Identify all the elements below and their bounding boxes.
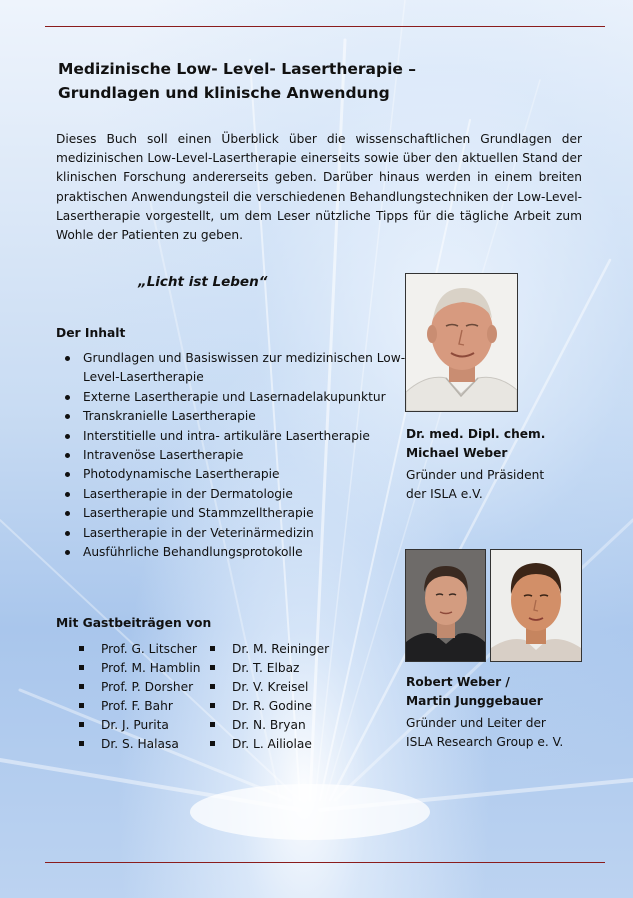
list-item: Dr. R. Godine bbox=[208, 697, 329, 716]
author2-name-line-2: Martin Junggebauer bbox=[406, 694, 543, 708]
portrait-image bbox=[406, 274, 517, 411]
guests-heading: Mit Gastbeiträgen von bbox=[56, 616, 212, 630]
author2-caption bbox=[406, 673, 563, 752]
list-item: Prof. F. Bahr bbox=[77, 697, 201, 716]
list-item: Dr. S. Halasa bbox=[77, 735, 201, 754]
list-item: Prof. P. Dorsher bbox=[77, 678, 201, 697]
list-item: Dr. M. Reininger bbox=[208, 640, 329, 659]
bottom-rule bbox=[45, 862, 605, 863]
top-rule bbox=[45, 26, 605, 27]
portrait-image bbox=[491, 550, 581, 661]
author2-role-line-2: ISLA Research Group e. V. bbox=[406, 735, 564, 749]
author-photo-michael-weber bbox=[405, 273, 518, 412]
list-item: Photodynamische Lasertherapie bbox=[83, 465, 423, 484]
portrait-image bbox=[406, 550, 485, 661]
list-item: Dr. L. Ailiolae bbox=[208, 735, 329, 754]
list-item: Lasertherapie in der Veterinärmedizin bbox=[83, 524, 423, 543]
list-item: Dr. T. Elbaz bbox=[208, 659, 329, 678]
contents-heading: Der Inhalt bbox=[56, 326, 126, 340]
list-item: Transkranielle Lasertherapie bbox=[83, 407, 423, 426]
intro-paragraph: Dieses Buch soll einen Überblick über die wissenschaftlichen Grundlagen der medizinischen Low-Level-Lasertherapie einerseits sowie über den aktuellen Stand der klinischen Forschung andererseits geben. Darüber hinaus werden in einem breiten praktischen Anwendungsteil die verschiedenen Behandlungstechniken der Low-Level-Lasertherapie vorgestellt, um dem Leser nützliche Tipps für die tägliche Arbeit zum Wohle der Patienten zu geben. bbox=[56, 132, 582, 243]
title-line-2: Grundlagen und klinische Anwendung bbox=[58, 84, 390, 102]
list-item: Externe Lasertherapie und Lasernadelakupunktur bbox=[83, 388, 423, 407]
list-item: Dr. N. Bryan bbox=[208, 716, 329, 735]
list-item: Dr. V. Kreisel bbox=[208, 678, 329, 697]
slogan: „Licht ist Leben“ bbox=[138, 274, 268, 290]
author1-role-line-2: der ISLA e.V. bbox=[406, 487, 483, 501]
author1-name-line-1: Dr. med. Dipl. chem. bbox=[406, 427, 546, 441]
book-title bbox=[58, 57, 578, 105]
author2-name-line-1: Robert Weber / bbox=[406, 675, 510, 689]
list-item: Prof. G. Litscher bbox=[77, 640, 201, 659]
author2-role-line-1: Gründer und Leiter der bbox=[406, 716, 546, 730]
author-photo-robert-weber bbox=[405, 549, 486, 662]
contents-list bbox=[56, 349, 423, 562]
list-item: Prof. M. Hamblin bbox=[77, 659, 201, 678]
list-item: Dr. J. Purita bbox=[77, 716, 201, 735]
list-item: Ausführliche Behandlungsprotokolle bbox=[83, 543, 423, 562]
author-photo-martin-junggebauer bbox=[490, 549, 582, 662]
list-item: Interstitielle und intra- artikuläre Lasertherapie bbox=[83, 427, 423, 446]
title-line-1: Medizinische Low- Level- Lasertherapie – bbox=[58, 60, 417, 78]
list-item: Lasertherapie und Stammzelltherapie bbox=[83, 504, 423, 523]
list-item: Intravenöse Lasertherapie bbox=[83, 446, 423, 465]
list-item: Lasertherapie in der Dermatologie bbox=[83, 485, 423, 504]
guests-list-right bbox=[208, 640, 329, 754]
author1-role-line-1: Gründer und Präsident bbox=[406, 468, 545, 482]
author1-caption bbox=[406, 425, 545, 504]
author1-name-line-2: Michael Weber bbox=[406, 446, 508, 460]
list-item: Grundlagen und Basiswissen zur medizinischen Low-Level-Lasertherapie bbox=[83, 349, 423, 388]
guests-list-left bbox=[77, 640, 201, 754]
